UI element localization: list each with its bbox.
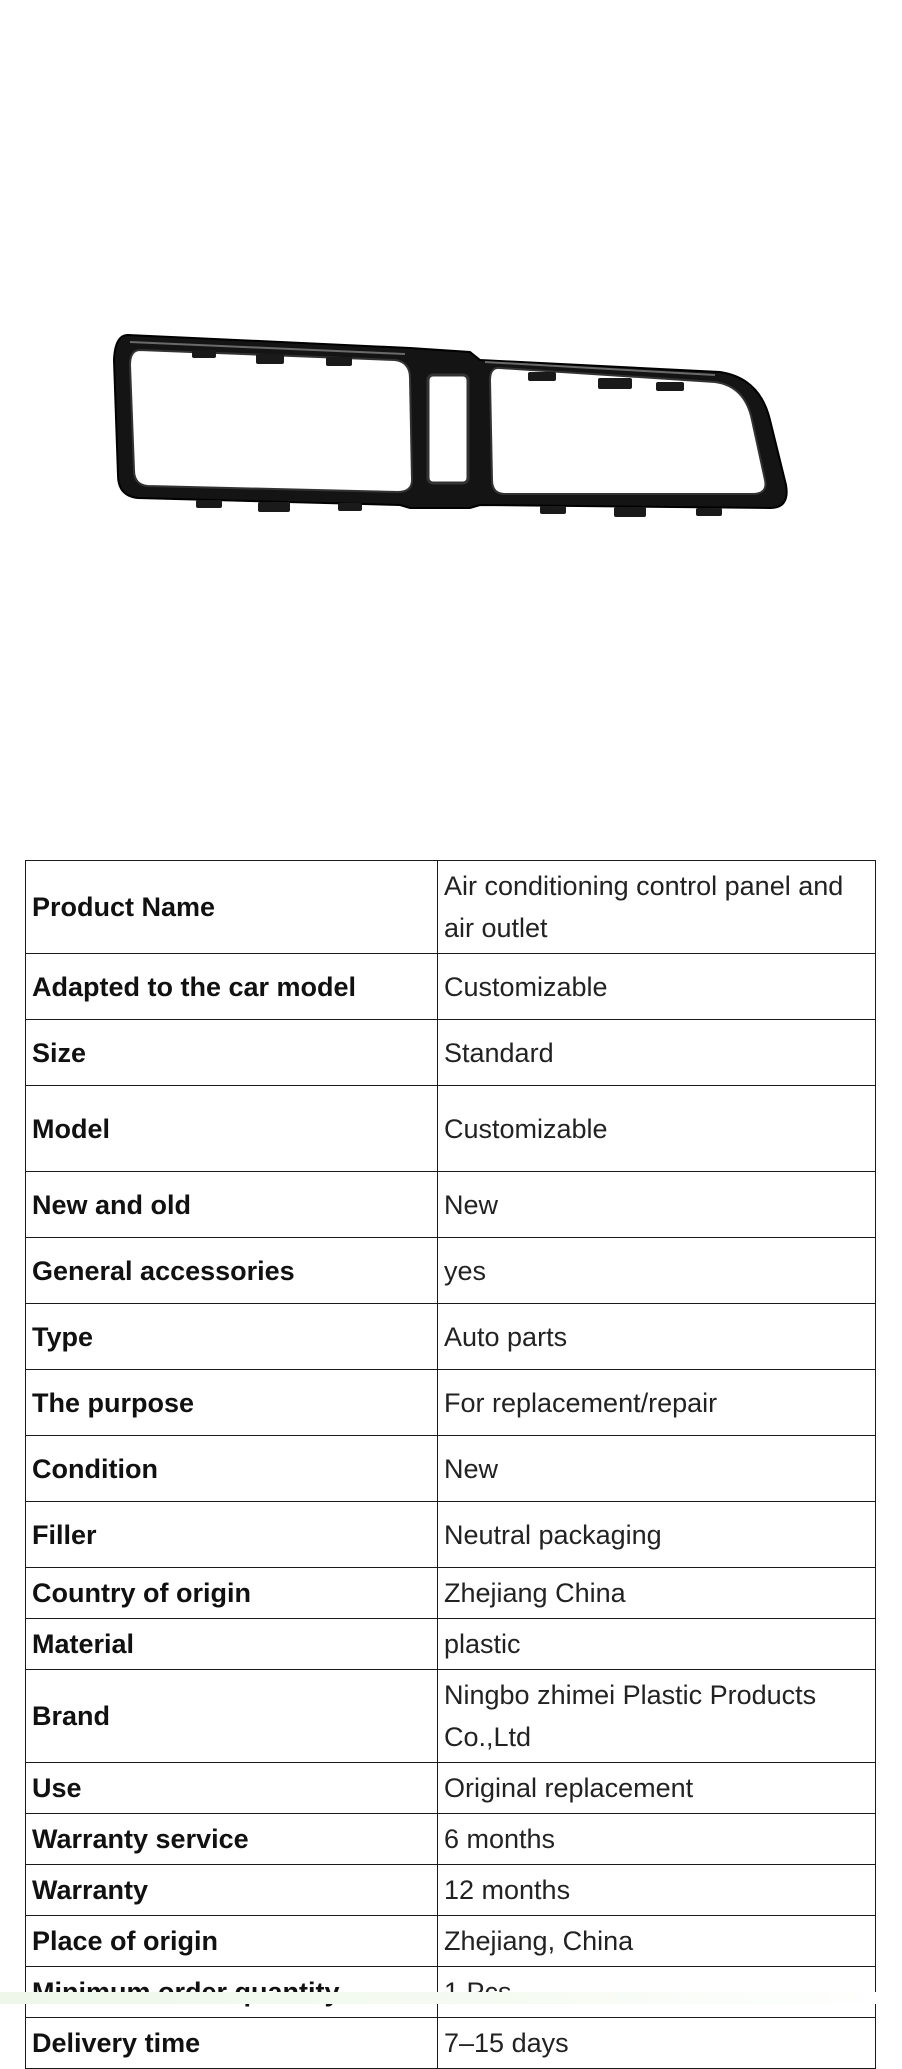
spec-value: New bbox=[438, 1172, 876, 1238]
spec-key: New and old bbox=[26, 1172, 438, 1238]
spec-row bbox=[26, 861, 876, 954]
spec-value: New bbox=[438, 1436, 876, 1502]
spec-row bbox=[26, 1916, 876, 1967]
spec-key: Type bbox=[26, 1304, 438, 1370]
spec-row bbox=[26, 1436, 876, 1502]
spec-key: Adapted to the car model bbox=[26, 954, 438, 1020]
spec-key: Brand bbox=[26, 1670, 438, 1763]
spec-key: Warranty bbox=[26, 1865, 438, 1916]
spec-key: Size bbox=[26, 1020, 438, 1086]
spec-value: Customizable bbox=[438, 954, 876, 1020]
spec-key: The purpose bbox=[26, 1370, 438, 1436]
spec-value: Air conditioning control panel and air outlet bbox=[438, 861, 876, 954]
product-image bbox=[0, 0, 902, 860]
spec-row bbox=[26, 1865, 876, 1916]
spec-row bbox=[26, 1568, 876, 1619]
spec-row bbox=[26, 954, 876, 1020]
spec-value: Zhejiang China bbox=[438, 1568, 876, 1619]
spec-key: Use bbox=[26, 1763, 438, 1814]
spec-row bbox=[26, 1670, 876, 1763]
spec-value: 12 months bbox=[438, 1865, 876, 1916]
air-outlet-panel-icon bbox=[114, 335, 787, 517]
spec-value: plastic bbox=[438, 1619, 876, 1670]
spec-value: Standard bbox=[438, 1020, 876, 1086]
spec-key: Filler bbox=[26, 1502, 438, 1568]
spec-value: 6 months bbox=[438, 1814, 876, 1865]
spec-key: General accessories bbox=[26, 1238, 438, 1304]
spec-key: Condition bbox=[26, 1436, 438, 1502]
spec-key: Place of origin bbox=[26, 1916, 438, 1967]
spec-key: Country of origin bbox=[26, 1568, 438, 1619]
spec-key: Warranty service bbox=[26, 1814, 438, 1865]
spec-value: 7–15 days bbox=[438, 2018, 876, 2069]
spec-value: For replacement/repair bbox=[438, 1370, 876, 1436]
spec-row bbox=[26, 1814, 876, 1865]
spec-value: Original replacement bbox=[438, 1763, 876, 1814]
spec-row bbox=[26, 1502, 876, 1568]
spec-row bbox=[26, 1086, 876, 1172]
footer-strip bbox=[0, 1992, 902, 2004]
spec-value: yes bbox=[438, 1238, 876, 1304]
spec-row bbox=[26, 1172, 876, 1238]
spec-row bbox=[26, 1238, 876, 1304]
spec-key: Delivery time bbox=[26, 2018, 438, 2069]
spec-value: Zhejiang, China bbox=[438, 1916, 876, 1967]
spec-key: Material bbox=[26, 1619, 438, 1670]
spec-value: Ningbo zhimei Plastic Products Co.,Ltd bbox=[438, 1670, 876, 1763]
spec-value: Customizable bbox=[438, 1086, 876, 1172]
spec-row bbox=[26, 1304, 876, 1370]
spec-row bbox=[26, 2018, 876, 2069]
spec-row bbox=[26, 1763, 876, 1814]
spec-value: Auto parts bbox=[438, 1304, 876, 1370]
spec-row bbox=[26, 1020, 876, 1086]
spec-key: Product Name bbox=[26, 861, 438, 954]
spec-row bbox=[26, 1370, 876, 1436]
specification-table bbox=[25, 860, 876, 2069]
spec-row bbox=[26, 1619, 876, 1670]
spec-key: Model bbox=[26, 1086, 438, 1172]
spec-value: Neutral packaging bbox=[438, 1502, 876, 1568]
